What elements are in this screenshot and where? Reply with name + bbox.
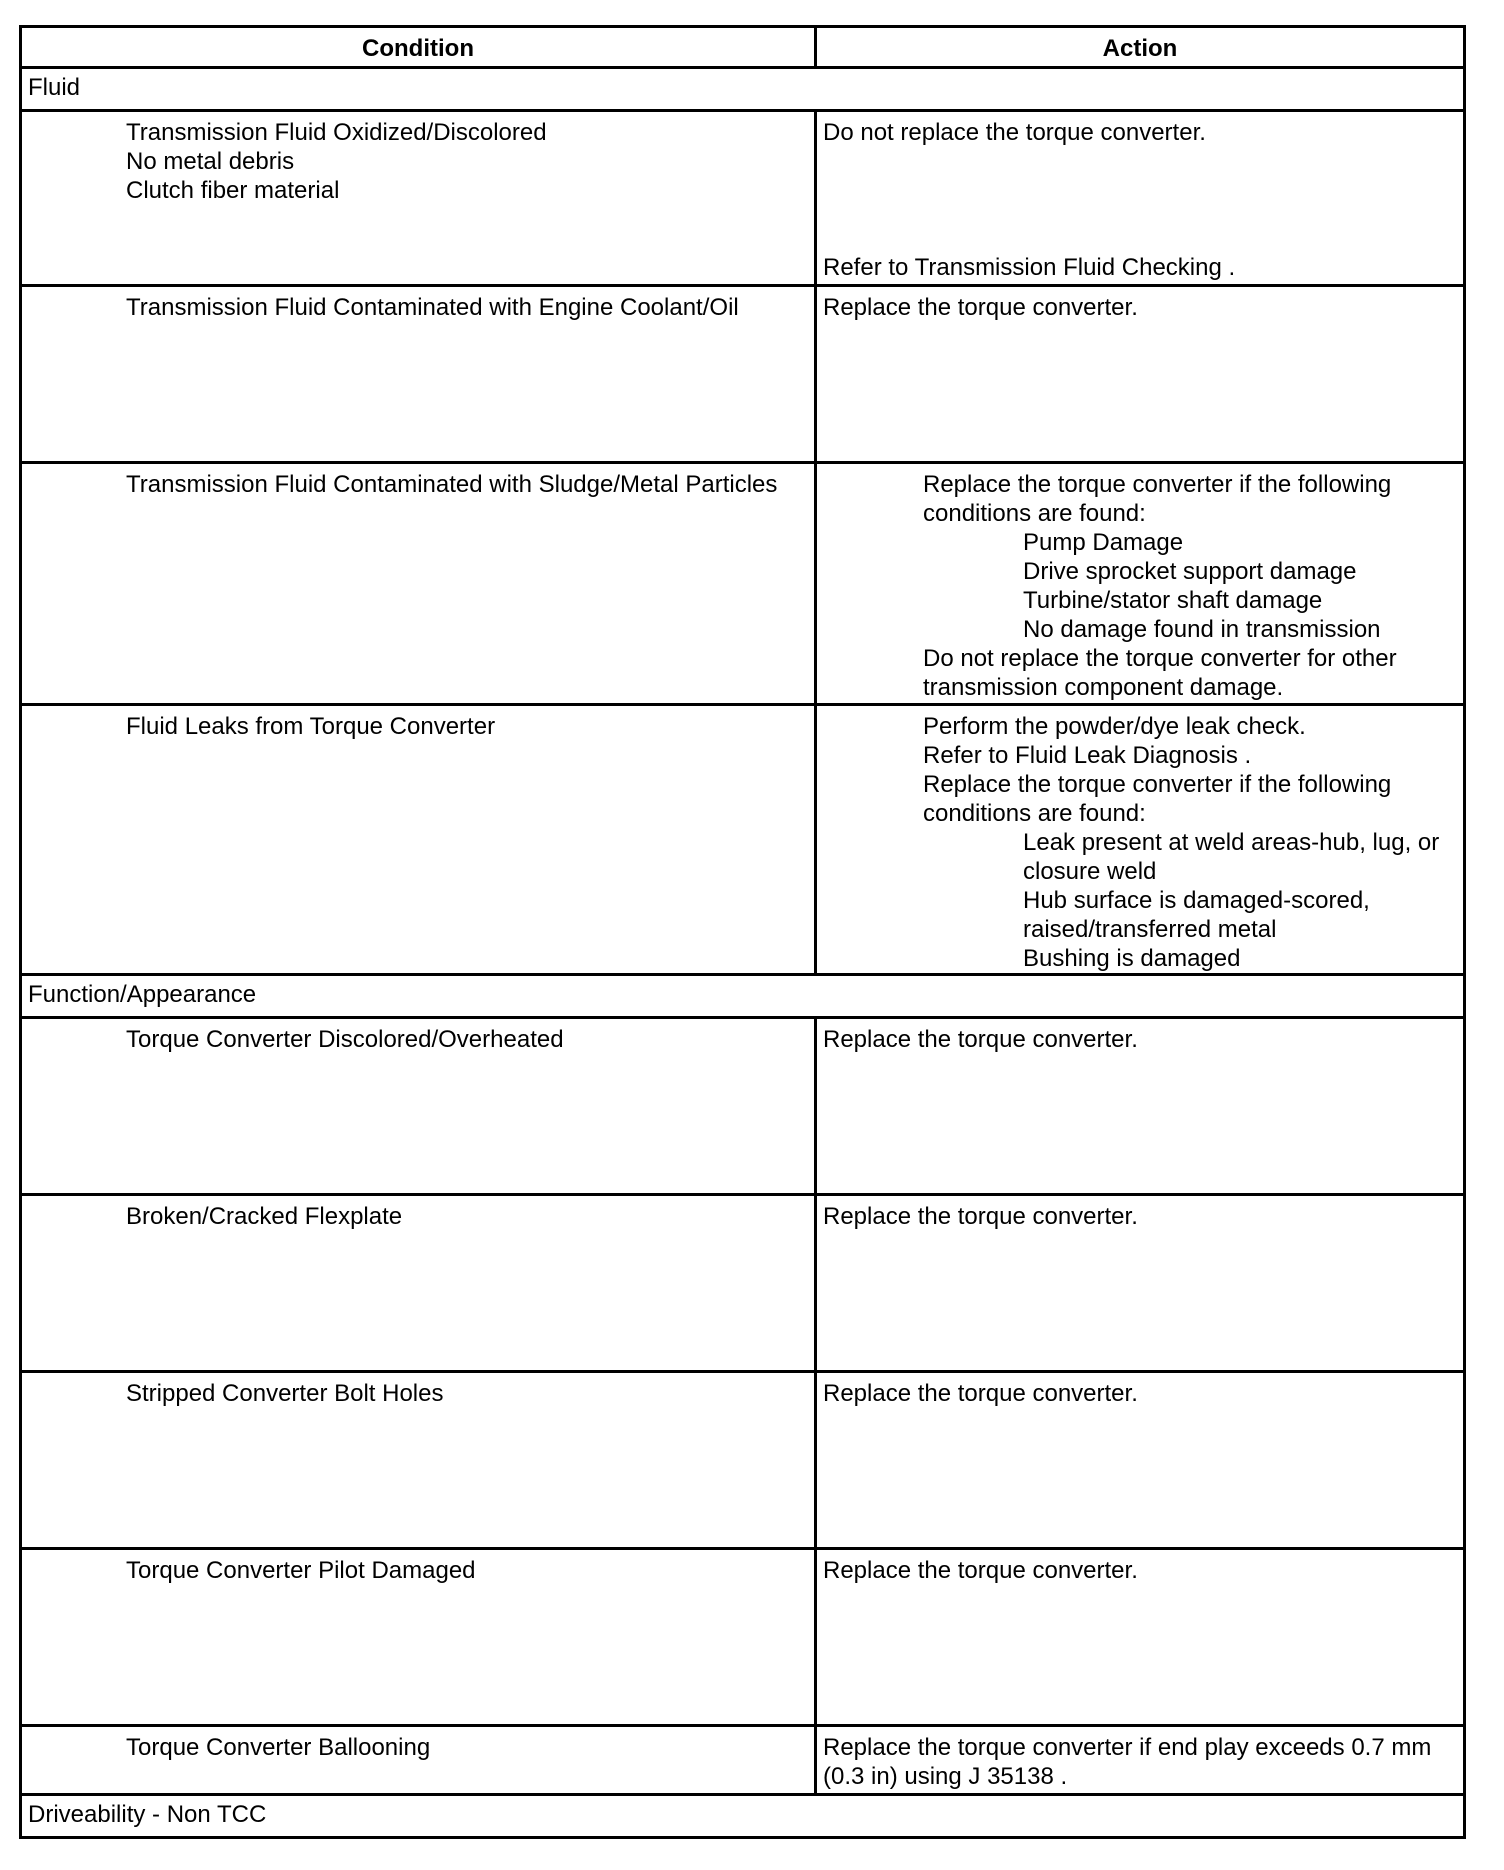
action-text: Replace the torque converter if the following conditions are found: [923,771,1392,827]
action-text: Do not replace the torque converter for other transmission component damage. [923,645,1397,701]
condition-text: Fluid Leaks from Torque Converter [126,713,496,740]
action-text: Do not replace the torque converter. [823,119,1206,146]
condition-cell [21,1726,816,1795]
list-item: Leak present at weld areas-hub, lug, or closure weld [1023,829,1440,885]
reference-link[interactable]: Refer to Fluid Leak Diagnosis . [923,742,1252,769]
action-text: Perform the powder/dye leak check. [923,713,1306,740]
header-row [21,27,1465,68]
action-cell [816,1549,1465,1726]
action-cell [816,463,1465,705]
list-item: No damage found in transmission [1023,616,1381,643]
section-row-function [21,975,1465,1018]
table-row [21,705,1465,975]
condition-text: Transmission Fluid Contaminated with Engine Coolant/Oil [126,294,739,321]
section-row-driveability [21,1795,1465,1838]
action-text: Replace the torque converter. [823,1203,1138,1230]
list-item: Bushing is damaged [1023,945,1241,972]
condition-cell [21,463,816,705]
condition-cell [21,1372,816,1549]
condition-text: No metal debris [126,148,295,175]
condition-cell [21,111,816,286]
list-item: Hub surface is damaged-scored, raised/transferred metal [1023,887,1370,943]
condition-cell [21,705,816,975]
table-row [21,1726,1465,1795]
list-item: Drive sprocket support damage [1023,558,1357,585]
condition-text: Stripped Converter Bolt Holes [126,1380,444,1407]
condition-text: Clutch fiber material [126,177,340,204]
reference-link[interactable]: Refer to Transmission Fluid Checking . [823,254,1236,281]
action-cell [816,286,1465,463]
section-driveability: Driveability - Non TCC [21,1795,1465,1838]
action-text: Replace the torque converter. [823,1380,1138,1407]
table-row [21,286,1465,463]
action-header: Action [816,27,1465,68]
table-row [21,1195,1465,1372]
action-text: Replace the torque converter. [823,1557,1138,1584]
table-row [21,1018,1465,1195]
condition-cell [21,286,816,463]
action-text: Replace the torque converter. [823,1026,1138,1053]
condition-text: Torque Converter Discolored/Overheated [126,1026,564,1053]
section-function: Function/Appearance [21,975,1465,1018]
action-cell [816,1372,1465,1549]
action-text: Replace the torque converter if end play exceeds 0.7 mm (0.3 in) using J 35138 . [823,1734,1432,1790]
condition-header: Condition [21,27,816,68]
condition-text: Broken/Cracked Flexplate [126,1203,403,1230]
condition-text: Transmission Fluid Contaminated with Sludge/Metal Particles [126,471,778,498]
action-cell [816,1195,1465,1372]
action-text: Replace the torque converter if the following conditions are found: [923,471,1392,527]
action-cell [816,111,1465,286]
condition-text: Torque Converter Ballooning [126,1734,431,1761]
action-text: Replace the torque converter. [823,294,1138,321]
section-row-fluid [21,68,1465,111]
table-row [21,463,1465,705]
action-cell [816,1726,1465,1795]
list-item: Pump Damage [1023,529,1184,556]
diagnosis-table [19,25,1466,1839]
table-row [21,1549,1465,1726]
table-row [21,1372,1465,1549]
condition-cell [21,1549,816,1726]
condition-cell [21,1195,816,1372]
table-row [21,111,1465,286]
condition-cell [21,1018,816,1195]
list-item: Turbine/stator shaft damage [1023,587,1323,614]
action-cell [816,1018,1465,1195]
condition-text: Torque Converter Pilot Damaged [126,1557,476,1584]
section-fluid: Fluid [21,68,1465,111]
condition-text: Transmission Fluid Oxidized/Discolored [126,119,547,146]
action-cell [816,705,1465,975]
